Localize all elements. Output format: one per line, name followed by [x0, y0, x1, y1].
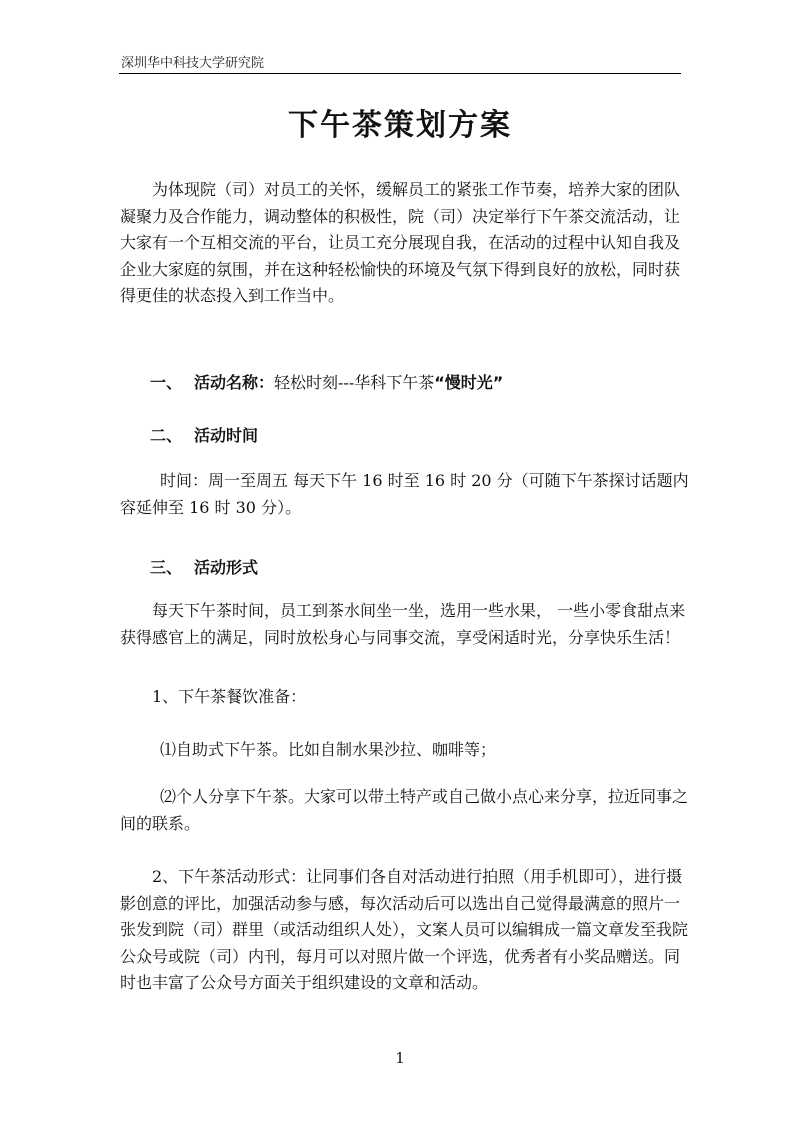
- section-2-heading: [150, 423, 258, 446]
- page-number: 1: [395, 1049, 405, 1067]
- time-paragraph: 时间：周一至周五 每天下午 16 时至 16 时 20 分（可随下午茶探讨话题内容延伸至 16 时 30 分）。: [120, 471, 689, 517]
- section-2-number: 二、: [150, 426, 183, 445]
- intro-paragraph: 为体现院（司）对员工的关怀，缓解员工的紧张工作节奏，培养大家的团队凝聚力及合作能力，调动整体的积极性，院（司）决定举行下午茶交流活动，让大家有一个互相交流的平台，让员工充分展现自我，在活动的过程中认知自我及企业大家庭的氛围，并在这种轻松愉快的环境及气氛下得到良好的放松，同时获得更佳的状态投入到工作当中。: [120, 180, 681, 305]
- section-1-value: 轻松时刻---华科下午茶: [274, 373, 435, 392]
- form-intro-paragraph: 每天下午茶时间，员工到茶水间坐一坐，选用一些水果， 一些小零食甜点来获得感官上的满足，同时放松身心与同事交流，享受闲适时光，分享快乐生活！: [120, 601, 686, 647]
- section-1-label: 活动名称：: [194, 373, 275, 392]
- document-title: 下午茶策划方案: [288, 108, 512, 143]
- section-1-highlight: “慢时光”: [434, 373, 504, 392]
- section-1-number: 一、: [150, 373, 183, 392]
- item-1: 1、下午茶餐饮准备：: [152, 687, 307, 706]
- item-1-a: ⑴自助式下午茶。比如自制水果沙拉、咖啡等；: [160, 740, 497, 759]
- item-1-b: ⑵个人分享下午茶。大家可以带土特产或自己做小点心来分享，拉近同事之间的联系。: [120, 787, 689, 833]
- section-1-heading: [150, 370, 503, 393]
- section-3-number: 三、: [150, 558, 183, 577]
- header-divider: [119, 73, 681, 74]
- section-2-label: 活动时间: [194, 426, 259, 445]
- page-header: 深圳华中科技大学研究院: [121, 56, 265, 71]
- section-3-heading: [150, 555, 258, 578]
- section-3-label: 活动形式: [194, 558, 259, 577]
- item-2: 2、下午茶活动形式：让同事们各自对活动进行拍照（用手机即可），进行摄影创意的评比，加强活动参与感，每次活动后可以选出自己觉得最满意的照片一张发到院（司）群里（或活动组织人处），文案人员可以编辑成一篇文章发至我院公众号或院（司）内刊，每月可以对照片做一个评选，优秀者有小奖品赠送。同时也丰富了公众号方面关于组织建设的文章和活动。: [120, 867, 689, 992]
